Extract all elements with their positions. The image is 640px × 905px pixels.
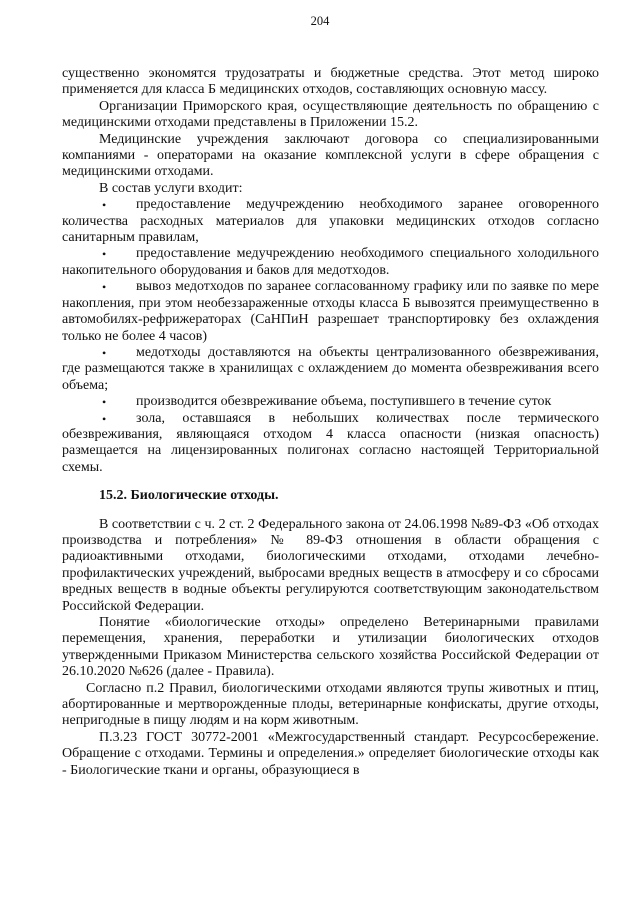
paragraph: существенно экономятся трудозатраты и бюджетные средства. Этот метод широко применяется для класса Б медицинских отходов, составляющих основную массу. [62, 66, 599, 98]
list-item-text: предоставление медучреждению необходимого специального холодильного накопительного оборудования и баков для медотходов. [62, 246, 599, 278]
list-item-text: зола, оставшаяся в небольших количествах после термического обезвреживания, являющаяся отходом 4 класса опасности (низкая опасность) размещается на лицензированных полигонах согласно настоящей Территориальной схемы. [62, 410, 599, 475]
bullet-icon: • [102, 395, 107, 410]
paragraph: Понятие «биологические отходы» определено Ветеринарными правилами перемещения, хранения, переработки и утилизации биологических отходов утвержденными Приказом Министерства сельского хозяйства Российской Федерации от 26.10.2020 №626 (далее - Правила). [62, 615, 599, 680]
paragraph: В соответствии с ч. 2 ст. 2 Федерального закона от 24.06.1998 №89-ФЗ «Об отходах производства и потребления» № 89-ФЗ отношения в области обращения с радиоактивными отходами, биологическими отходами, отходами лечебно-профилактических учреждений, выбросами вредных веществ в атмосферу и со сбросами вредных веществ в водные объекты регулируются соответствующим законодательством Российской Федерации. [62, 516, 599, 614]
bullet-icon: • [102, 411, 107, 426]
paragraph: Организации Приморского края, осуществляющие деятельность по обращению с медицинскими отходами представлены в Приложении 15.2. [62, 98, 599, 131]
paragraph: В состав услуги входит: [99, 180, 243, 196]
list-item-text: производится обезвреживание объема, поступившего в течение суток [136, 394, 552, 410]
list-item [62, 411, 599, 477]
paragraph: Согласно п.2 Правил, биологическими отходами являются трупы животных и птиц, абортированные и мертворожденные плоды, ветеринарные конфискаты, другие отходы, непригодные в пищу людям и на корм животным. [62, 680, 599, 729]
list-item-text: предоставление медучреждению необходимого заранее оговоренного количества расходных материалов для упаковки медицинских отходов согласно санитарным правилам, [62, 197, 599, 246]
paragraph: Медицинские учреждения заключают договора со специализированными компаниями - операторами на оказание комплексной услуги в сфере обращения с медицинскими отходами. [62, 131, 599, 180]
section-heading: 15.2. Биологические отходы. [99, 488, 279, 504]
bullet-icon: • [102, 247, 107, 262]
list-item [62, 246, 599, 279]
bullet-icon: • [102, 280, 107, 295]
paragraph: П.3.23 ГОСТ 30772-2001 «Межгосударственный стандарт. Ресурсосбережение. Обращение с отходами. Термины и определения.» определяет биологические отходы как - Биологические ткани и органы, образующиеся в [62, 729, 599, 778]
page-number: 204 [310, 14, 330, 28]
list-item [62, 345, 599, 394]
list-item [62, 279, 599, 345]
list-item [62, 197, 599, 246]
list-item-text: медотходы доставляются на объекты централизованного обезвреживания, где размещаются также в хранилищах с охлаждением до момента обезвреживания всего объема; [62, 344, 599, 393]
list-item-text: вывоз медотходов по заранее согласованному графику или по заявке по мере накопления, при этом необеззараженные отходы класса Б вывозятся преимущественно в автомобилях-рефрижераторах (СаНПиН разрешает транспортировку без охлаждения только не более 4 часов) [62, 279, 599, 344]
bullet-icon: • [102, 345, 107, 360]
document-body [62, 66, 599, 779]
bullet-icon: • [102, 198, 107, 213]
list-item [62, 394, 599, 410]
